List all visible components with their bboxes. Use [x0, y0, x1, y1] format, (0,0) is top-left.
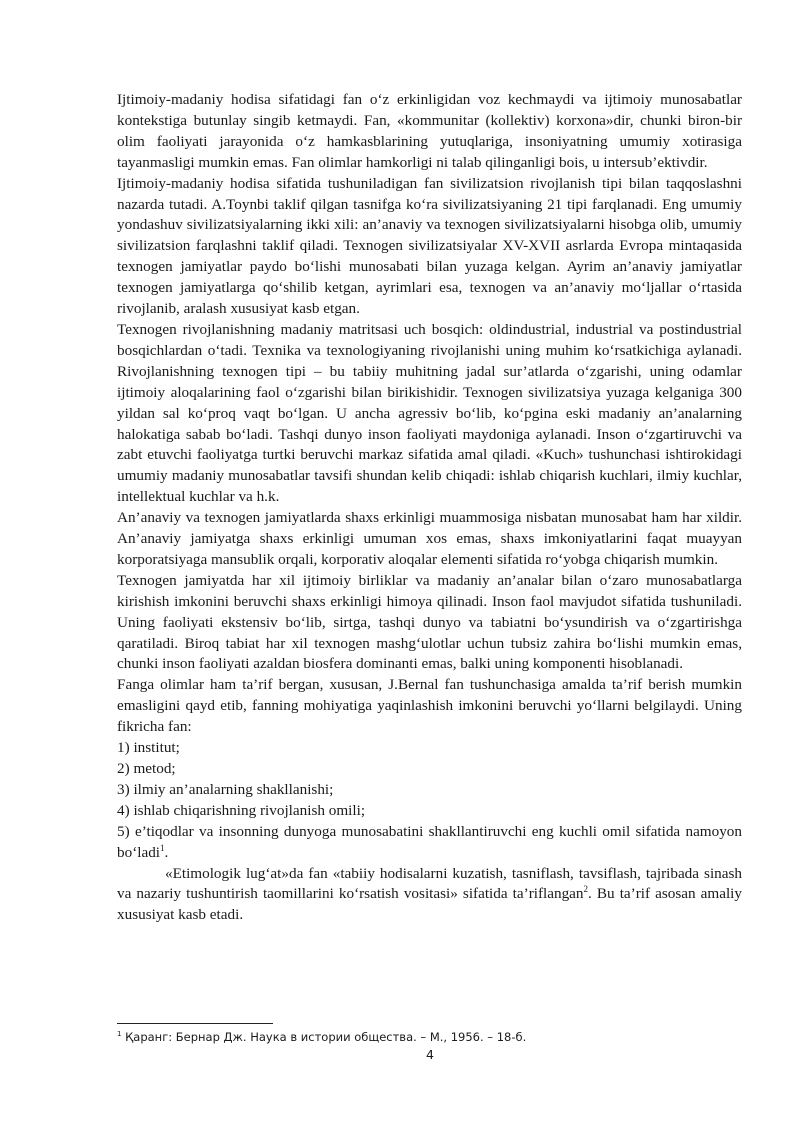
footnote-number: 1 [117, 1030, 122, 1039]
paragraph-4: An’anaviy va texnogen jamiyatlarda shaxs erkinligi muammosiga nisbatan munosabat ham har xildir. An’anaviy jamiyatga shaxs erkinligi umuman xos emas, shaxs imkoniyatlarini faqat muayyan korporatsiyaga mansublik orqali, korporativ aloqalar elementi sifatida ro‘yobga chiqarish mumkin. [117, 509, 742, 568]
footnote-reference-2[interactable]: 2 [583, 884, 589, 895]
list-item-1: 1) institut; [117, 739, 180, 757]
footnote-separator [117, 1023, 273, 1024]
etymology-text-end: . Bu ta’rif asosan amaliy xususiyat kasb etadi. [117, 885, 742, 924]
footnote-text: Қаранг: Бернар Дж. Наука в истории общества. – М., 1956. – 18-б. [121, 1030, 527, 1044]
footnote [117, 1030, 742, 1044]
paragraph-5: Texnogen jamiyatda har xil ijtimoiy birliklar va madaniy an’analar bilan o‘zaro munosabatlarga kirishish imkonini beruvchi shaxs erkinligi himoya qilinadi. Inson faol mavjudot sifatida tushuniladi. Uning faoliyati ekstensiv bo‘lib, sirtga, tashqi dunyo va tabiatni bo‘ysundirish va o‘zgartirishga qaratiladi. Biroq tabiat har xil texnogen mashg‘ulotlar uchun tubsiz zahira bo‘lishi mumkin emas, chunki inson faoliyati azaldan biosfera dominanti emas, balki uning komponenti hisoblanadi. [117, 571, 742, 673]
list-item-5-text: 5) e’tiqodlar va insonning dunyoga munosabatini shakllantiruvchi eng kuchli omil sifatida namoyon bo‘ladi [117, 822, 742, 861]
list-item-5: 5) e’tiqodlar va insonning dunyoga munosabatini shakllantiruvchi eng kuchli omil sifatida namoyon bo‘ladi$^1$. [117, 822, 742, 861]
footnote-reference-1[interactable]: 1 [160, 842, 165, 853]
paragraph-3: Texnogen rivojlanishning madaniy matritsasi uch bosqich: oldindustrial, industrial va postindustrial bosqichlardan o‘tadi. Texnika va texnologiyaning rivojlanishi uning muhim ko‘rsatkichiga aylanadi. Rivojlanishning texnogen tipi – bu tabiiy muhitning jadal sur’atlarda o‘zgarishi, uning odamlar ijtimoiy aloqalarining faol o‘zgarishi bilan birikishidir. Texnogen sivilizatsiya yuzaga kelganiga 300 yildan sal ko‘proq vaqt bo‘lgan. U ancha agressiv bo‘lib, ko‘pgina eski madaniy an’analarning halokatiga sabab bo‘ladi. Tashqi dunyo inson faoliyati maydoniga aylanadi. Inson o‘zgartiruvchi va zabt etuvchi faoliyatga turtki beruvchi markaz sifatida amal qiladi. «Kuch» tushunchasi ishtirokidagi umumiy madaniy munosabatlar tavsifi shundan kelib chiqadi: ishlab chiqarish kuchlari, ilmiy kuchlar, intellektual kuchlar va h.k. [117, 320, 742, 506]
list-item-3: 3) ilmiy an’analarning shakllanishi; [117, 780, 334, 798]
list-item-4: 4) ishlab chiqarishning rivojlanish omili; [117, 801, 366, 819]
paragraph-1: Ijtimoiy-madaniy hodisa sifatidagi fan o‘z erkinligidan voz kechmaydi va ijtimoiy munosabatlar kontekstiga butunlay singib ketmaydi. Fan, «kommunitar (kollektiv) korxona»dir, chunki biron-bir olim faoliyati jarayonida o‘z hamkasblarining yutuqlariga, insoniyatning umumiy xotirasiga tayanmasligi mumkin emas. Fan olimlar hamkorligi ni talab qilinganligi bois, u intersub’ektivdir. [117, 91, 742, 171]
paragraph-2: Ijtimoiy-madaniy hodisa sifatida tushuniladigan fan sivilizatsion rivojlanish tipi bilan taqqoslashni nazarda tutadi. A.Toynbi taklif qilgan tasnifga ko‘ra sivilizatsiyaning 21 tipi farqlanadi. Eng umumiy yondashuv sivilizatsiyalarning ikki xili: an’anaviy va texnogen sivilizatsiyalarni hisobga olib, umumiy sivilizatsion farqlashni taklif qiladi. Texnogen sivilizatsiyalar XV-XVII asrlarda Evropa mintaqasida texnogen jamiyatlar paydo bo‘lishi munosabati bilan yuzaga kelgan. Ayrim an’anaviy jamiyatlar texnogen jamiyatlarga qo‘shilib ketgan, ayrimlari esa, texnogen va an’anaviy mo‘ljallar o‘rtasida rivojlanib, aralash xususiyat kasb etgan. [117, 174, 742, 318]
page-number: 4 [426, 1047, 434, 1062]
etymology-text: «Etimologik lug‘at»da fan «tabiiy hodisalarni kuzatish, tasniflash, tavsiflash, tajribada sinash va nazariy tushuntirish taomillarini ko‘rsatish vositasi» sifatida ta’riflangan [117, 864, 742, 903]
etymology-paragraph [117, 864, 742, 927]
document-body [117, 90, 742, 926]
paragraph-6: Fanga olimlar ham ta’rif bergan, xususan, J.Bernal fan tushunchasiga amalda ta’rif berish mumkin emasligini qayd etib, fanning mohiyatiga yaqinlashish imkonini beruvchi yo‘llarni belgilaydi. Uning fikricha fan: [117, 676, 742, 736]
list-item-2: 2) metod; [117, 760, 176, 777]
